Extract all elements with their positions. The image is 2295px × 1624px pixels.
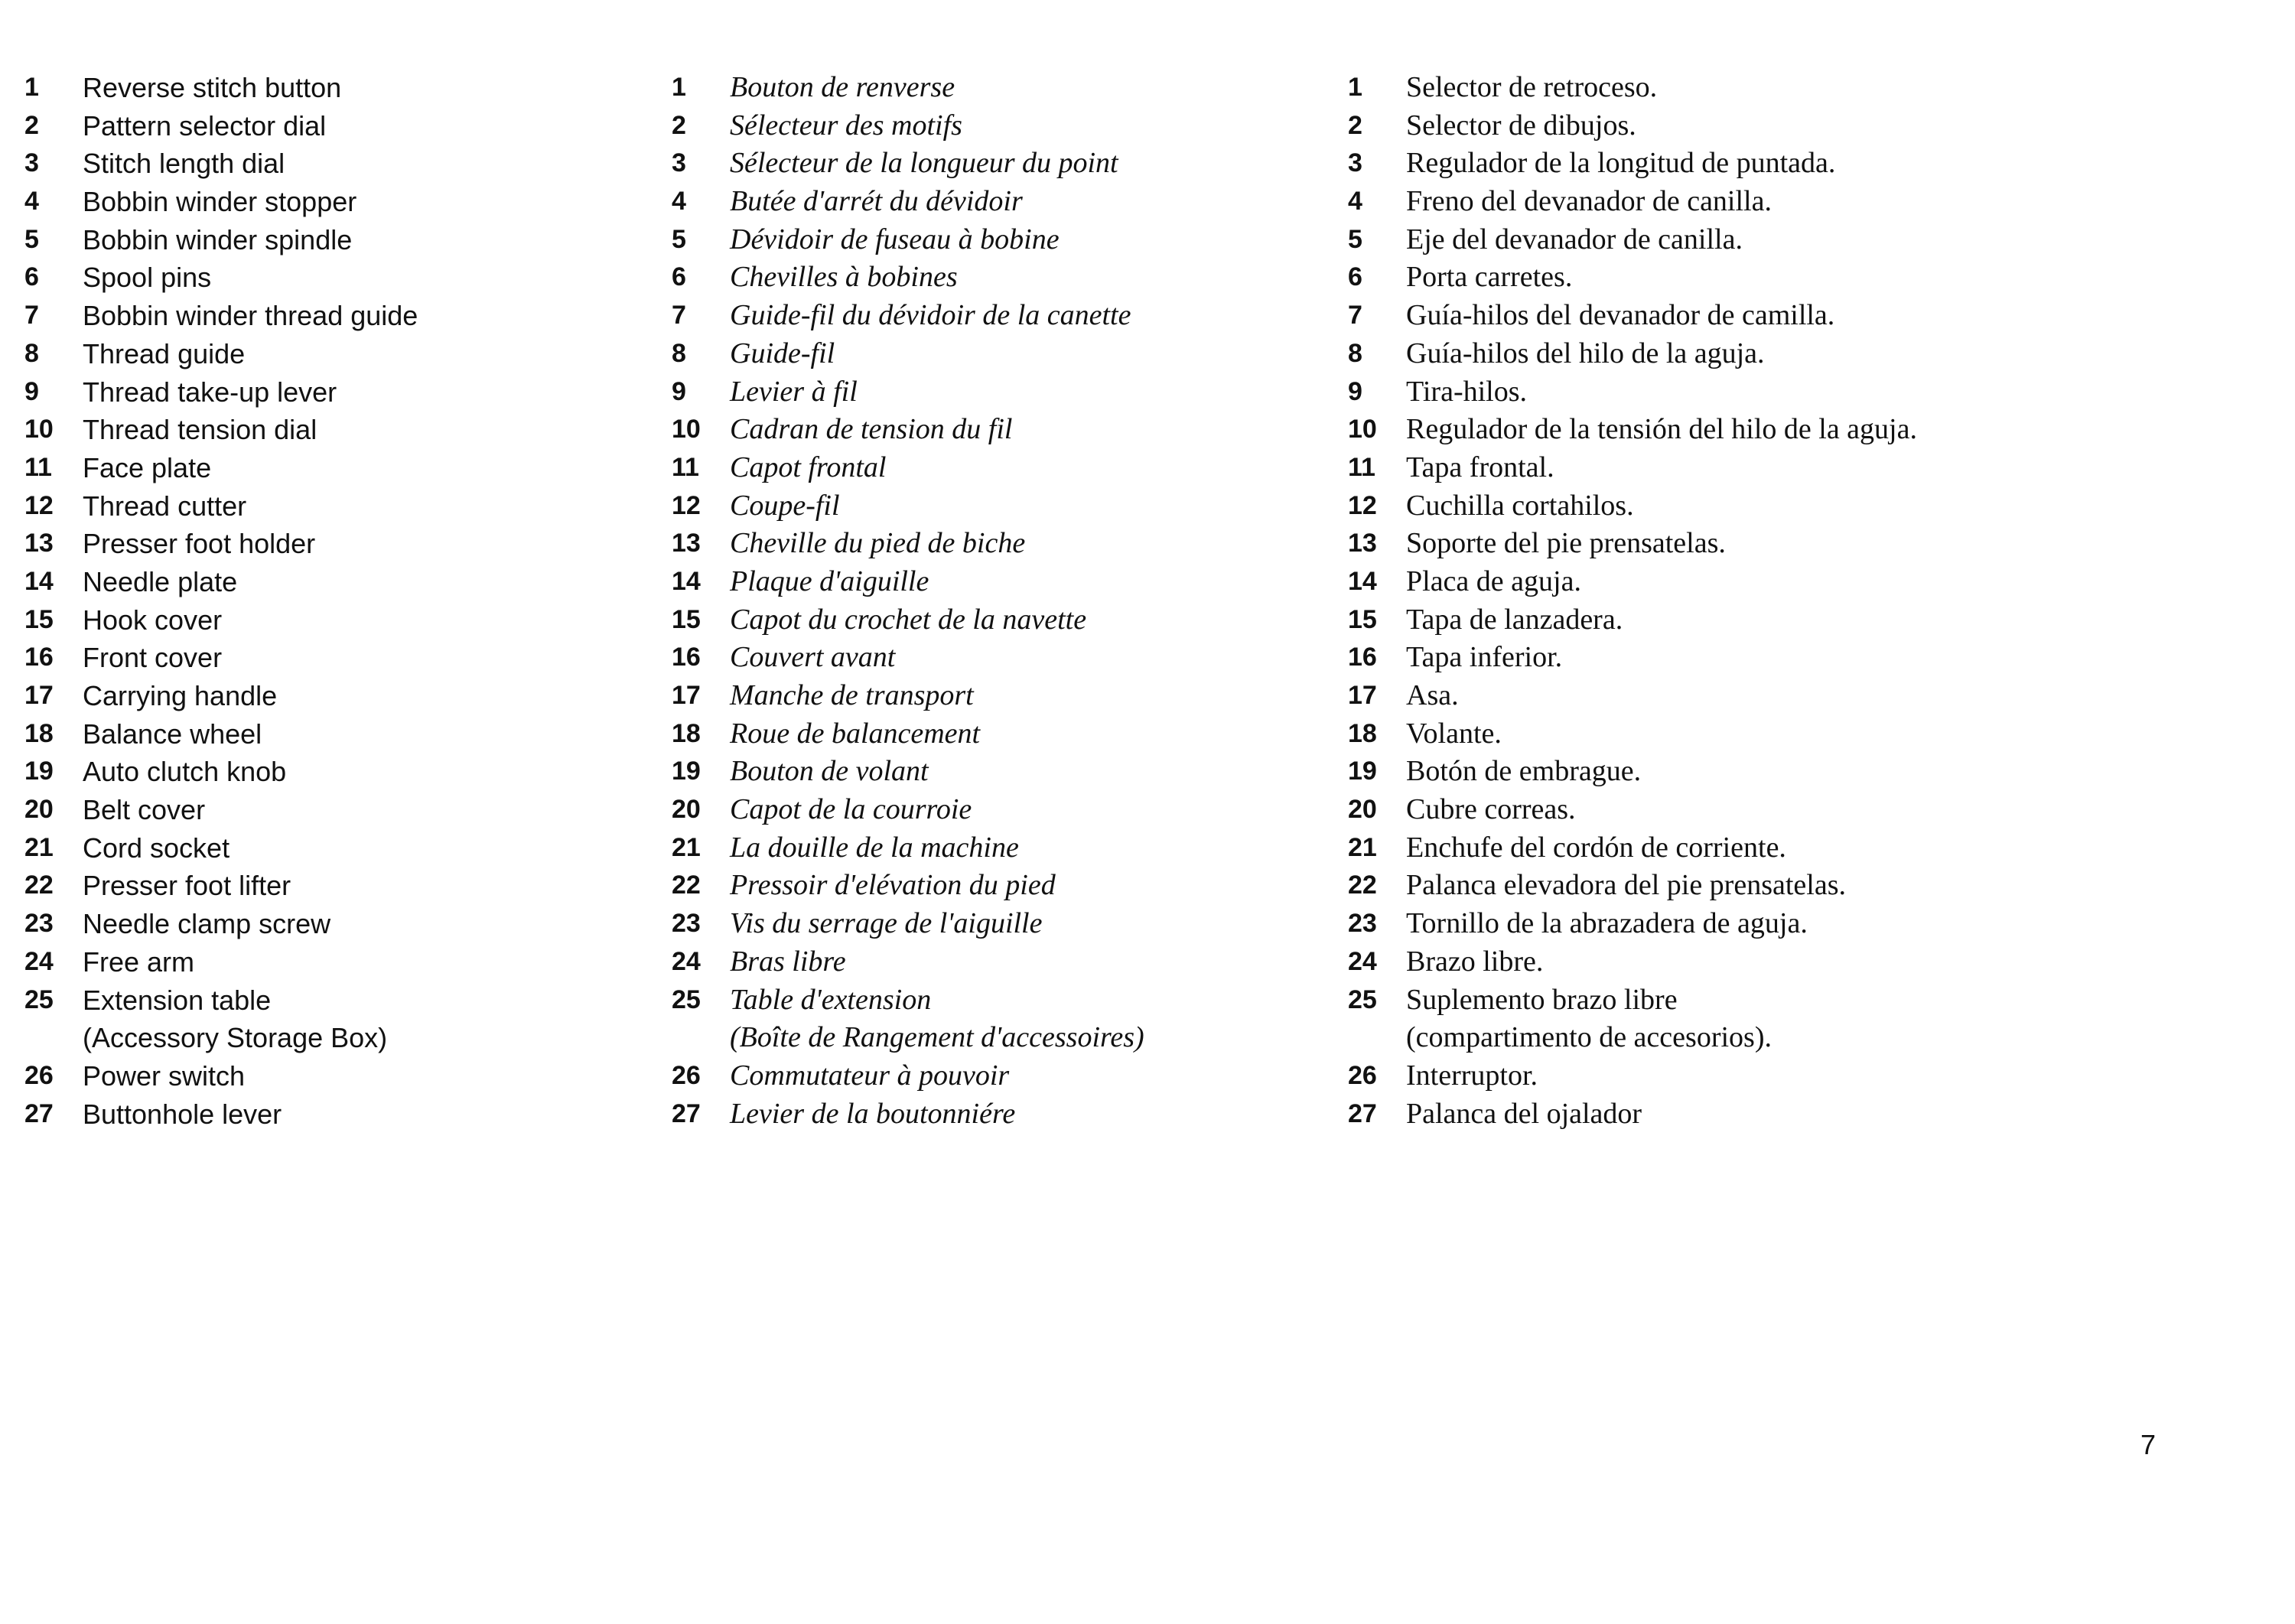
item-label: Thread guide — [83, 337, 246, 369]
list-item — [1348, 525, 2021, 563]
item-number: 12 — [1348, 490, 1377, 520]
item-number: 4 — [24, 187, 39, 216]
item-number: 10 — [672, 415, 701, 444]
item-number: 25 — [672, 984, 701, 1014]
item-label: Cord socket — [83, 832, 230, 864]
item-label: Asa. — [1406, 679, 1459, 711]
item-label: Presser foot holder — [83, 528, 316, 560]
list-item — [672, 829, 1345, 867]
list-item — [672, 373, 1345, 412]
item-number: 6 — [1348, 262, 1362, 292]
item-number: 8 — [24, 338, 39, 368]
item-number: 10 — [24, 415, 54, 444]
list-item — [24, 449, 698, 487]
item-label: Palanca del ojalador — [1406, 1097, 1642, 1130]
item-label: Spool pins — [83, 262, 212, 294]
page-number: 7 — [2140, 1429, 2157, 1460]
item-label: Butée d'arrét du dévidoir — [730, 185, 1023, 218]
item-number: 27 — [1348, 1098, 1377, 1128]
item-number: 1 — [24, 73, 39, 102]
item-label: Cadran de tension du fil — [730, 413, 1013, 446]
item-number: 27 — [672, 1098, 701, 1128]
item-label: Thread tension dial — [83, 414, 317, 446]
item-number: 14 — [24, 566, 54, 596]
list-item — [1348, 905, 2021, 943]
item-number: 23 — [1348, 909, 1377, 939]
item-label: (Boîte de Rangement d'accessoires) — [730, 1021, 1144, 1054]
item-number: 13 — [1348, 529, 1377, 558]
list-item — [672, 335, 1345, 373]
item-number: 26 — [24, 1060, 54, 1090]
list-item — [672, 145, 1345, 183]
list-item — [1348, 753, 2021, 791]
item-number: 13 — [24, 529, 54, 558]
item-label: Suplemento brazo libre — [1406, 983, 1678, 1016]
item-label: Needle clamp screw — [83, 908, 331, 940]
list-item — [672, 107, 1345, 145]
item-label: Carrying handle — [83, 680, 278, 711]
item-label: Sélecteur des motifs — [730, 109, 962, 142]
item-label: Chevilles à bobines — [730, 261, 958, 294]
item-number: 2 — [24, 110, 39, 140]
item-label: Porta carretes. — [1406, 261, 1573, 294]
item-number: 6 — [24, 262, 39, 292]
list-item — [24, 107, 698, 145]
item-label: Auto clutch knob — [83, 756, 287, 788]
item-number: 1 — [672, 73, 686, 102]
list-item — [24, 563, 698, 601]
list-item — [1348, 373, 2021, 412]
item-label: Commutateur à pouvoir — [730, 1059, 1010, 1092]
list-item — [672, 69, 1345, 107]
item-label: Front cover — [83, 642, 223, 674]
item-number: 11 — [672, 452, 699, 482]
item-number: 25 — [1348, 984, 1377, 1014]
list-item — [672, 753, 1345, 791]
item-number: 22 — [24, 871, 54, 900]
item-number: 16 — [1348, 643, 1377, 672]
list-item — [1348, 69, 2021, 107]
item-label: Levier à fil — [730, 375, 858, 408]
list-item — [1348, 411, 2021, 449]
item-label: Stitch length dial — [83, 148, 285, 180]
item-number: 9 — [672, 376, 686, 406]
item-label: Bobbin winder thread guide — [83, 300, 418, 332]
list-item — [1348, 183, 2021, 221]
item-label: Levier de la boutonniére — [730, 1097, 1016, 1130]
item-label: Interruptor. — [1406, 1059, 1538, 1092]
item-label: Tira-hilos. — [1406, 375, 1528, 408]
item-number: 7 — [672, 301, 686, 330]
list-item — [1348, 107, 2021, 145]
item-number: 25 — [24, 984, 54, 1014]
item-label: Guide-fil du dévidoir de la canette — [730, 299, 1131, 332]
spanish-parts-list — [1348, 69, 2021, 1133]
item-label: Enchufe del cordón de corriente. — [1406, 831, 1786, 864]
item-label: Eje del devanador de canilla. — [1406, 223, 1743, 255]
item-label: Regulador de la tensión del hilo de la aguja. — [1406, 413, 1917, 446]
list-item — [24, 145, 698, 183]
item-number: 3 — [672, 148, 686, 178]
item-label: Tapa de lanzadera. — [1406, 603, 1623, 636]
item-label: Volante. — [1406, 717, 1502, 750]
item-number: 19 — [1348, 757, 1377, 786]
list-item — [24, 297, 698, 335]
item-label: Couvert avant — [730, 641, 896, 674]
item-label: Selector de dibujos. — [1406, 109, 1636, 142]
item-number: 24 — [1348, 946, 1377, 976]
list-item — [1348, 1057, 2021, 1095]
item-label: (Accessory Storage Box) — [83, 1022, 388, 1054]
item-number: 18 — [672, 718, 701, 748]
list-item — [24, 411, 698, 449]
item-number: 5 — [1348, 224, 1362, 254]
list-item — [24, 487, 698, 526]
item-number: 20 — [672, 795, 701, 825]
item-label: Placa de aguja. — [1406, 565, 1581, 597]
item-label: Guía-hilos del devanador de camilla. — [1406, 299, 1835, 332]
item-label: Bouton de volant — [730, 755, 929, 788]
item-number: 21 — [1348, 832, 1377, 862]
item-label: Soporte del pie prensatelas. — [1406, 527, 1726, 560]
list-item — [24, 69, 698, 107]
item-number: 8 — [1348, 338, 1362, 368]
item-number: 4 — [1348, 187, 1362, 216]
list-item — [672, 867, 1345, 905]
list-item — [672, 563, 1345, 601]
item-label: Bouton de renverse — [730, 71, 955, 103]
list-item — [1348, 563, 2021, 601]
list-item — [672, 1095, 1345, 1134]
item-label: Pattern selector dial — [83, 109, 327, 142]
item-label: Manche de transport — [730, 679, 974, 711]
list-item — [24, 791, 698, 829]
item-label: Hook cover — [83, 604, 223, 636]
list-item — [24, 905, 698, 943]
list-item — [24, 1095, 698, 1134]
item-number: 11 — [1348, 452, 1375, 482]
list-item — [672, 1057, 1345, 1095]
item-label: Table d'extension — [730, 983, 932, 1016]
item-label: Bras libre — [730, 945, 846, 978]
item-label: Capot frontal — [730, 451, 887, 483]
list-item — [24, 639, 698, 677]
list-item — [672, 183, 1345, 221]
item-number: 23 — [672, 909, 701, 939]
list-item — [672, 715, 1345, 753]
item-label: Coupe-fil — [730, 489, 840, 522]
list-item — [672, 1019, 1345, 1057]
item-label: Thread cutter — [83, 490, 247, 522]
item-number: 24 — [24, 946, 54, 976]
list-item — [1348, 1095, 2021, 1134]
list-item — [24, 221, 698, 259]
item-number: 8 — [672, 338, 686, 368]
item-label: Thread take-up lever — [83, 376, 337, 408]
item-number: 7 — [24, 301, 39, 330]
list-item — [24, 259, 698, 297]
item-label: Freno del devanador de canilla. — [1406, 185, 1772, 218]
item-label: Botón de embrague. — [1406, 755, 1642, 788]
list-item — [24, 981, 698, 1020]
item-label: Balance wheel — [83, 718, 262, 750]
item-label: Belt cover — [83, 794, 206, 826]
list-item — [24, 183, 698, 221]
list-item — [672, 297, 1345, 335]
item-number: 22 — [1348, 871, 1377, 900]
item-label: Brazo libre. — [1406, 945, 1544, 978]
item-label: Cubre correas. — [1406, 793, 1576, 826]
list-item — [1348, 601, 2021, 640]
item-label: Dévidoir de fuseau à bobine — [730, 223, 1060, 255]
item-number: 13 — [672, 529, 701, 558]
item-number: 14 — [672, 566, 701, 596]
list-item — [24, 943, 698, 981]
list-item — [24, 829, 698, 867]
item-number: 20 — [24, 795, 54, 825]
item-number: 27 — [24, 1098, 54, 1128]
list-item — [672, 525, 1345, 563]
list-item — [1348, 221, 2021, 259]
list-item — [1348, 145, 2021, 183]
item-label: Roue de balancement — [730, 717, 981, 750]
item-number: 4 — [672, 187, 686, 216]
item-number: 15 — [1348, 604, 1377, 634]
item-label: Vis du serrage de l'aiguille — [730, 907, 1043, 940]
item-label: Face plate — [83, 451, 212, 483]
item-label: Tapa frontal. — [1406, 451, 1554, 483]
item-label: (compartimento de accesorios). — [1406, 1021, 1772, 1054]
item-label: Power switch — [83, 1059, 246, 1092]
english-parts-list — [24, 69, 698, 1133]
item-number: 22 — [672, 871, 701, 900]
list-item — [1348, 943, 2021, 981]
item-number: 14 — [1348, 566, 1377, 596]
item-label: Selector de retroceso. — [1406, 71, 1658, 103]
list-item — [672, 221, 1345, 259]
item-label: Extension table — [83, 984, 272, 1016]
item-label: Plaque d'aiguille — [730, 565, 929, 597]
item-label: Free arm — [83, 945, 195, 978]
list-item — [672, 487, 1345, 526]
list-item — [672, 411, 1345, 449]
list-item — [1348, 335, 2021, 373]
item-number: 18 — [1348, 718, 1377, 748]
list-item — [24, 525, 698, 563]
item-number: 16 — [24, 643, 54, 672]
item-number: 24 — [672, 946, 701, 976]
item-label: Regulador de la longitud de puntada. — [1406, 147, 1836, 180]
list-item — [1348, 867, 2021, 905]
item-number: 20 — [1348, 795, 1377, 825]
item-number: 11 — [24, 452, 52, 482]
item-number: 12 — [24, 490, 54, 520]
item-number: 2 — [672, 110, 686, 140]
list-item — [24, 373, 698, 412]
item-label: Pressoir d'elévation du pied — [730, 869, 1056, 902]
item-label: Capot du crochet de la navette — [730, 603, 1087, 636]
french-parts-list — [672, 69, 1345, 1133]
list-item — [672, 449, 1345, 487]
item-label: Needle plate — [83, 565, 238, 597]
list-item — [24, 753, 698, 791]
item-number: 5 — [672, 224, 686, 254]
list-item — [1348, 1019, 2021, 1057]
item-number: 12 — [672, 490, 701, 520]
item-number: 15 — [672, 604, 701, 634]
list-item — [1348, 259, 2021, 297]
list-item — [1348, 449, 2021, 487]
list-item — [24, 601, 698, 640]
item-number: 2 — [1348, 110, 1362, 140]
list-item — [1348, 487, 2021, 526]
list-item — [672, 791, 1345, 829]
item-label: La douille de la machine — [730, 831, 1019, 864]
list-item — [672, 905, 1345, 943]
item-label: Buttonhole lever — [83, 1098, 282, 1130]
item-number: 23 — [24, 909, 54, 939]
list-item — [24, 1057, 698, 1095]
item-label: Guía-hilos del hilo de la aguja. — [1406, 337, 1765, 369]
item-label: Bobbin winder spindle — [83, 223, 353, 255]
item-number: 21 — [24, 832, 54, 862]
item-number: 3 — [1348, 148, 1362, 178]
item-number: 26 — [672, 1060, 701, 1090]
list-item — [672, 259, 1345, 297]
item-number: 15 — [24, 604, 54, 634]
item-label: Tornillo de la abrazadera de aguja. — [1406, 907, 1808, 940]
list-item — [24, 677, 698, 715]
item-label: Cheville du pied de biche — [730, 527, 1026, 560]
item-number: 21 — [672, 832, 701, 862]
item-number: 18 — [24, 718, 54, 748]
item-number: 19 — [672, 757, 701, 786]
list-item — [24, 715, 698, 753]
list-item — [672, 943, 1345, 981]
list-item — [672, 601, 1345, 640]
item-number: 17 — [672, 681, 701, 710]
list-item — [24, 335, 698, 373]
item-label: Cuchilla cortahilos. — [1406, 489, 1634, 522]
list-item — [672, 981, 1345, 1020]
item-number: 7 — [1348, 301, 1362, 330]
item-label: Tapa inferior. — [1406, 641, 1563, 674]
list-item — [1348, 677, 2021, 715]
item-number: 5 — [24, 224, 39, 254]
list-item — [1348, 715, 2021, 753]
item-number: 17 — [1348, 681, 1377, 710]
item-number: 1 — [1348, 73, 1362, 102]
item-label: Sélecteur de la longueur du point — [730, 147, 1118, 180]
item-label: Palanca elevadora del pie prensatelas. — [1406, 869, 1846, 902]
item-number: 3 — [24, 148, 39, 178]
list-item — [24, 1019, 698, 1057]
item-label: Capot de la courroie — [730, 793, 972, 826]
item-number: 9 — [24, 376, 39, 406]
list-item — [1348, 791, 2021, 829]
item-number: 6 — [672, 262, 686, 292]
item-number: 16 — [672, 643, 701, 672]
item-number: 10 — [1348, 415, 1377, 444]
list-item — [672, 639, 1345, 677]
list-item — [672, 677, 1345, 715]
item-number: 26 — [1348, 1060, 1377, 1090]
list-item — [24, 867, 698, 905]
item-label: Bobbin winder stopper — [83, 186, 357, 218]
item-number: 19 — [24, 757, 54, 786]
item-number: 9 — [1348, 376, 1362, 406]
list-item — [1348, 981, 2021, 1020]
list-item — [1348, 297, 2021, 335]
list-item — [1348, 639, 2021, 677]
item-number: 17 — [24, 681, 54, 710]
item-label: Guide-fil — [730, 337, 835, 369]
item-label: Presser foot lifter — [83, 870, 291, 902]
list-item — [1348, 829, 2021, 867]
item-label: Reverse stitch button — [83, 72, 342, 103]
